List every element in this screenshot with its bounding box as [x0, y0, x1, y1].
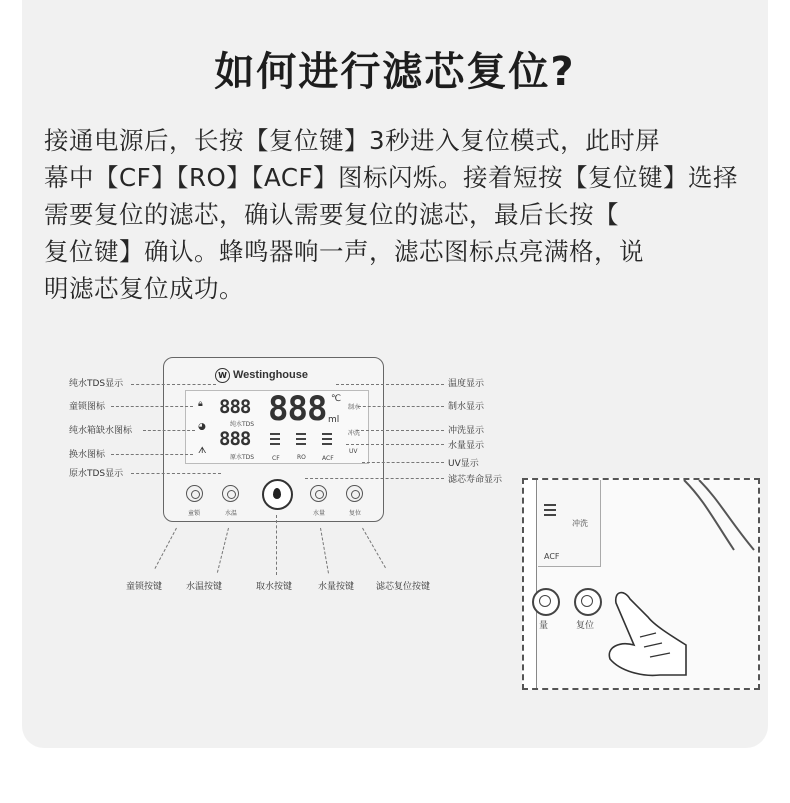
- leader-line: [111, 406, 193, 407]
- label-child-lock-icon: 童锁图标: [69, 402, 106, 412]
- child-lock-button[interactable]: [186, 485, 203, 502]
- label-water-temp-key: 水温按键: [186, 582, 223, 592]
- pure-tds-digits: 888: [219, 396, 251, 418]
- inset-acf-label: ACF: [544, 552, 560, 561]
- paragraph-line: 复位键】确认。蜂鸣器响一声，滤芯图标点亮满格，说: [44, 237, 644, 266]
- label-filter-reset-key: 滤芯复位按键: [376, 582, 431, 592]
- inset-flush-tag: 冲洗: [572, 519, 588, 528]
- label-dispense-key: 取水按键: [256, 582, 293, 592]
- uv-tag: UV: [349, 448, 358, 455]
- leader-line: [143, 430, 195, 431]
- filter-ro-label: RO: [297, 454, 306, 461]
- label-temperature: 温度显示: [448, 379, 485, 389]
- pointing-hand-icon: [590, 585, 690, 685]
- leader-line: [305, 478, 444, 479]
- lcd-display: [185, 390, 369, 464]
- reset-button-label: 复位: [349, 510, 362, 517]
- label-water-volume: 水量显示: [448, 441, 485, 451]
- filter-bars-acf: [322, 433, 332, 448]
- reset-button[interactable]: [346, 485, 363, 502]
- instruction-paragraph: [44, 122, 754, 307]
- change-water-icon: ᗑ: [198, 446, 207, 456]
- leader-line: [362, 462, 444, 463]
- make-water-tag: 制水: [348, 404, 361, 411]
- page-title: 如何进行滤芯复位?: [214, 49, 576, 95]
- dispense-water-button[interactable]: [262, 479, 293, 510]
- lock-icon: 🔒︎: [198, 399, 203, 409]
- water-tank-icon: ◕: [198, 422, 206, 432]
- label-water-volume-key: 水量按键: [318, 582, 355, 592]
- leader-line: [358, 406, 444, 407]
- inset-reset-label: 复位: [576, 621, 595, 631]
- device-outline-curve: [674, 480, 760, 560]
- leader-line: [131, 473, 221, 474]
- leader-line: [111, 454, 193, 455]
- label-child-lock-key: 童锁按键: [126, 582, 163, 592]
- water-temp-button-label: 水温: [225, 510, 238, 517]
- filter-bars-cf: [270, 433, 280, 448]
- leader-line: [346, 444, 444, 445]
- paragraph-line: 需要复位的滤芯，确认需要复位的滤芯，最后长按【: [44, 200, 619, 229]
- volume-digits: 888: [268, 389, 327, 429]
- label-filter-life: 滤芯寿命显示: [448, 475, 503, 485]
- raw-tds-tag: 原水TDS: [230, 454, 255, 461]
- brand-name: Westinghouse: [233, 369, 308, 381]
- flush-tag: 冲洗: [348, 430, 361, 437]
- leader-line: [131, 384, 216, 385]
- label-raw-tds: 原水TDS显示: [69, 469, 124, 479]
- filter-bars-ro: [296, 433, 306, 448]
- label-tank-empty-icon: 纯水箱缺水图标: [69, 426, 133, 436]
- inset-volume-button[interactable]: [532, 588, 560, 616]
- brand-logo-icon: W: [215, 368, 230, 383]
- label-change-water-icon: 换水图标: [69, 450, 106, 460]
- inset-volume-label: 量: [539, 621, 549, 631]
- celsius-unit: ℃: [331, 394, 342, 404]
- child-lock-button-label: 童锁: [188, 510, 201, 517]
- leader-line: [276, 515, 277, 575]
- label-flush: 冲洗显示: [448, 426, 485, 436]
- paragraph-line: 明滤芯复位成功。: [44, 274, 244, 303]
- water-temp-button[interactable]: [222, 485, 239, 502]
- inset-filter-bars: [544, 504, 556, 519]
- label-uv: UV显示: [448, 459, 479, 469]
- label-pure-tds: 纯水TDS显示: [69, 379, 124, 389]
- paragraph-line: 接通电源后，长按【复位键】3秒进入复位模式，此时屏: [44, 126, 661, 155]
- leader-line: [356, 430, 444, 431]
- filter-acf-label: ACF: [322, 455, 334, 462]
- raw-tds-digits: 888: [219, 428, 251, 450]
- leader-line: [336, 384, 444, 385]
- water-volume-button-label: 水量: [313, 510, 326, 517]
- filter-cf-label: CF: [272, 455, 280, 462]
- label-make-water: 制水显示: [448, 402, 485, 412]
- ml-unit: ml: [328, 415, 340, 425]
- water-volume-button[interactable]: [310, 485, 327, 502]
- pure-tds-tag: 纯水TDS: [230, 421, 255, 428]
- inset-display: [538, 480, 601, 567]
- paragraph-line: 幕中【CF】【RO】【ACF】图标闪烁。接着短按【复位键】选择: [44, 163, 739, 192]
